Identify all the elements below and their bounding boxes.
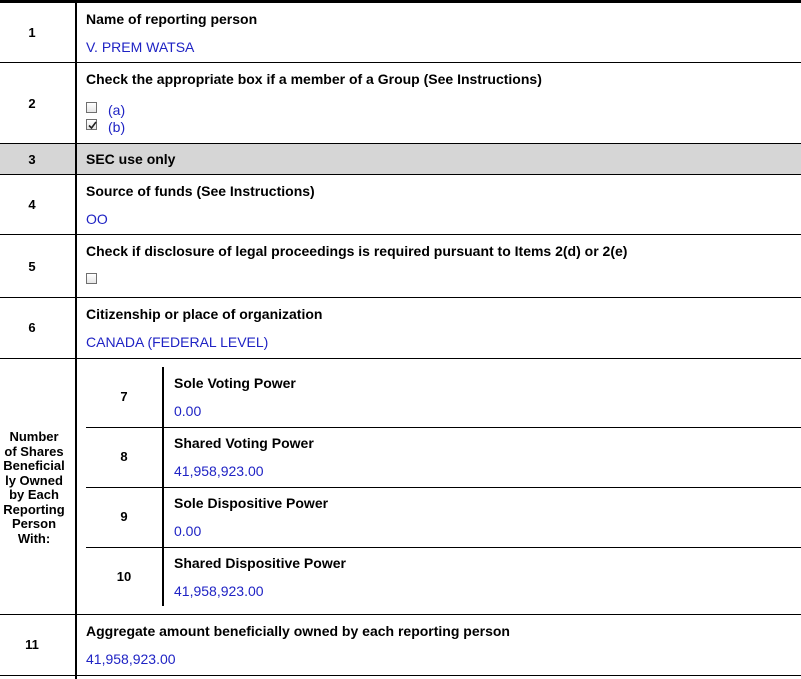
- source-of-funds-value: OO: [86, 211, 108, 227]
- citizenship-value: CANADA (FEDERAL LEVEL): [86, 334, 269, 350]
- row-number: 7: [120, 389, 128, 404]
- row-label: Aggregate amount beneficially owned by each reporting person: [86, 623, 510, 639]
- row-1-name-of-reporting-person: [0, 3, 801, 63]
- row-6-citizenship: [0, 298, 801, 359]
- shared-dispositive-power-value: 41,958,923.00: [174, 583, 264, 599]
- sole-dispositive-power-value: 0.00: [174, 523, 202, 539]
- side-label-line: ly Owned: [5, 472, 63, 488]
- checkbox-b-label: (b): [108, 119, 126, 135]
- side-label-line: of Shares: [4, 443, 64, 459]
- row-11-aggregate-amount: [0, 615, 801, 676]
- aggregate-amount-value: 41,958,923.00: [86, 651, 176, 667]
- row-label: Sole Voting Power: [174, 375, 296, 391]
- row-label: Shared Voting Power: [174, 435, 314, 451]
- row-2-group-membership: [0, 63, 801, 144]
- row-5-legal-proceedings: [0, 235, 801, 298]
- row-number: 11: [25, 637, 39, 652]
- row-label: Check the appropriate box if a member of a Group (See Instructions): [86, 71, 542, 87]
- shares-section-side-label: [0, 430, 68, 546]
- row-10-shared-dispositive-power: [86, 547, 801, 607]
- checkbox-a-label: (a): [108, 102, 126, 118]
- row-number: 9: [120, 509, 128, 524]
- side-label-line: by Each: [9, 487, 59, 502]
- side-label-line: Reporting: [3, 501, 65, 517]
- shared-voting-power-value: 41,958,923.00: [174, 463, 264, 479]
- row-label: Source of funds (See Instructions): [86, 183, 315, 199]
- checkbox-b[interactable]: [86, 119, 97, 130]
- side-label-line: Beneficial: [3, 458, 65, 473]
- legal-proceedings-checkbox[interactable]: [86, 273, 97, 284]
- side-label-line: Number: [9, 429, 59, 444]
- row-label: Citizenship or place of organization: [86, 306, 323, 322]
- row-label: Sole Dispositive Power: [174, 495, 329, 511]
- row-number: 1: [28, 25, 36, 40]
- row-4-source-of-funds: [0, 175, 801, 235]
- checkbox-a[interactable]: [86, 102, 97, 113]
- row-7-sole-voting-power: [86, 367, 801, 428]
- row-number: 6: [28, 320, 36, 335]
- sub-column-divider: [162, 367, 164, 606]
- row-number: 2: [28, 96, 36, 111]
- row-number: 4: [28, 197, 36, 212]
- row-number: 8: [120, 449, 128, 464]
- sole-voting-power-value: 0.00: [174, 403, 202, 419]
- row-3-sec-use-only: [0, 144, 801, 175]
- row-label: Shared Dispositive Power: [174, 555, 346, 571]
- row-label: Name of reporting person: [86, 11, 258, 27]
- reporting-person-name: V. PREM WATSA: [86, 39, 195, 55]
- row-number: 3: [28, 152, 36, 167]
- row-number: 10: [116, 569, 132, 584]
- row-9-sole-dispositive-power: [86, 487, 801, 548]
- side-label-line: With:: [17, 530, 51, 546]
- row-8-shared-voting-power: [86, 427, 801, 488]
- row-label: Check if disclosure of legal proceedings is required pursuant to Items 2(d) or 2(e): [86, 243, 628, 259]
- row-label: SEC use only: [86, 151, 176, 167]
- checkmark-icon: [87, 120, 98, 131]
- side-label-line: Person: [11, 516, 57, 531]
- row-number: 5: [28, 259, 36, 274]
- column-divider: [75, 0, 77, 679]
